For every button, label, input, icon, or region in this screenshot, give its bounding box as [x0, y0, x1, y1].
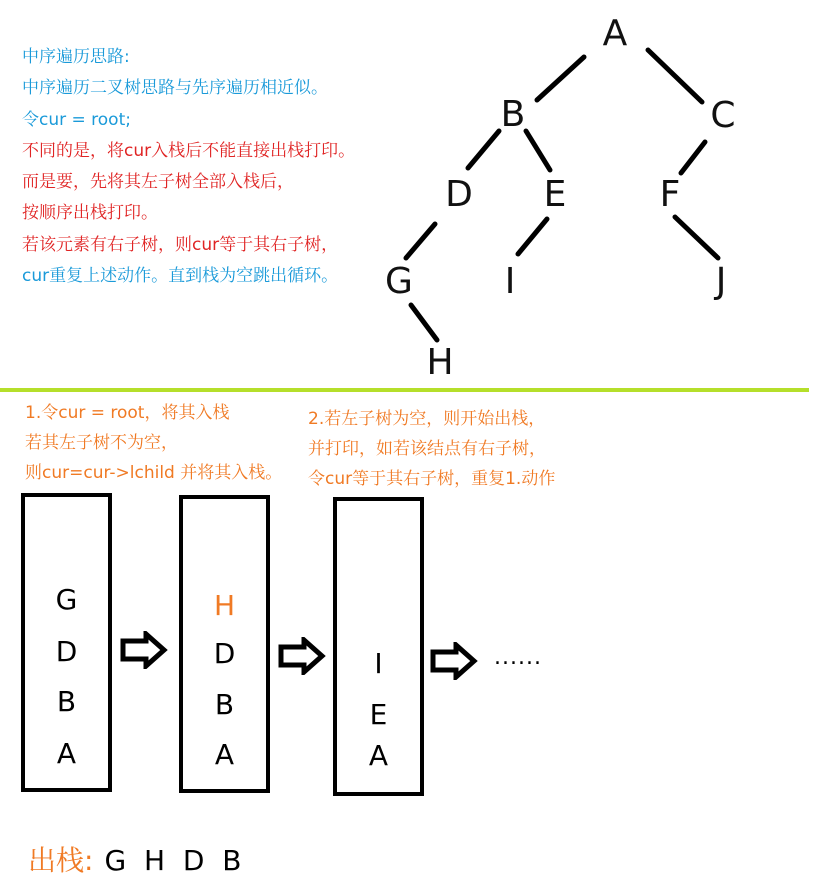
- stack-1-item: G: [55, 583, 78, 616]
- stack-3: [333, 497, 424, 796]
- stack-1-item: B: [56, 685, 77, 718]
- stack-1-item: A: [56, 737, 77, 770]
- stack-2-item: B: [214, 688, 235, 721]
- stack-2-item-highlight: H: [213, 589, 236, 622]
- description-line: 按顺序出栈打印。: [22, 203, 158, 224]
- step2-line: 令cur等于其右子树，重复1.动作: [308, 469, 556, 489]
- tree-node-h: H: [426, 342, 454, 383]
- output-label: 出栈:: [28, 844, 94, 877]
- ellipsis: ......: [494, 645, 542, 670]
- section-divider: [0, 388, 809, 392]
- edge-e-i: [518, 219, 547, 254]
- step1-text: [25, 398, 282, 488]
- stack-2-item: D: [213, 637, 236, 670]
- description-line: 中序遍历二叉树思路与先序遍历相近似。: [22, 78, 328, 99]
- tree-node-d: D: [445, 174, 473, 215]
- description-line: 而是要，先将其左子树全部入栈后，: [22, 172, 294, 193]
- stack-3-item: A: [368, 739, 389, 772]
- right-arrow-icon: [120, 631, 168, 669]
- edge-c-f: [681, 142, 705, 173]
- tree-node-i: I: [504, 261, 516, 302]
- edge-b-d: [468, 131, 499, 168]
- tree-node-g: G: [385, 261, 413, 302]
- stack-1: [21, 493, 112, 792]
- description-line: 令cur = root;: [22, 109, 131, 130]
- right-arrow-icon: [430, 642, 478, 680]
- stack-3-item: I: [374, 647, 383, 680]
- stack-1-item: D: [55, 635, 78, 668]
- edge-a-c: [648, 50, 702, 102]
- step2-line: 2.若左子树为空，则开始出栈，: [308, 409, 546, 429]
- tree-node-b: B: [500, 94, 526, 135]
- description-line: 若该元素有右子树，则cur等于其右子树，: [22, 234, 339, 255]
- tree-node-e: E: [543, 174, 567, 215]
- edge-b-e: [526, 131, 550, 170]
- tree-node-f: F: [659, 174, 681, 215]
- stack-2-item: A: [214, 738, 235, 771]
- output-sequence: G H D B: [104, 844, 242, 877]
- stack-3-item: E: [369, 698, 388, 731]
- tree-node-j: J: [715, 261, 727, 302]
- description-line: 不同的是，将cur入栈后不能直接出栈打印。: [22, 140, 356, 161]
- tree-node-c: C: [710, 95, 736, 136]
- description-line: cur重复上述动作。直到栈为空跳出循环。: [22, 266, 339, 287]
- step2-text: [308, 404, 555, 494]
- step1-line: 则cur=cur->lchild 并将其入栈。: [25, 463, 283, 483]
- edge-f-j: [675, 217, 718, 258]
- tree-node-a: A: [602, 13, 628, 54]
- step1-line: 若其左子树不为空，: [25, 433, 178, 453]
- tree-edges: [0, 0, 819, 388]
- right-arrow-icon: [278, 637, 326, 675]
- edge-g-h: [411, 305, 437, 340]
- description-line: 中序遍历思路:: [22, 47, 130, 67]
- edge-d-g: [406, 224, 435, 258]
- step2-line: 并打印，如若该结点有右子树，: [308, 439, 546, 459]
- edge-a-b: [537, 57, 584, 100]
- step1-line: 1.令cur = root，将其入栈: [25, 403, 230, 423]
- stack-2: [179, 495, 270, 793]
- output-row: [28, 839, 241, 879]
